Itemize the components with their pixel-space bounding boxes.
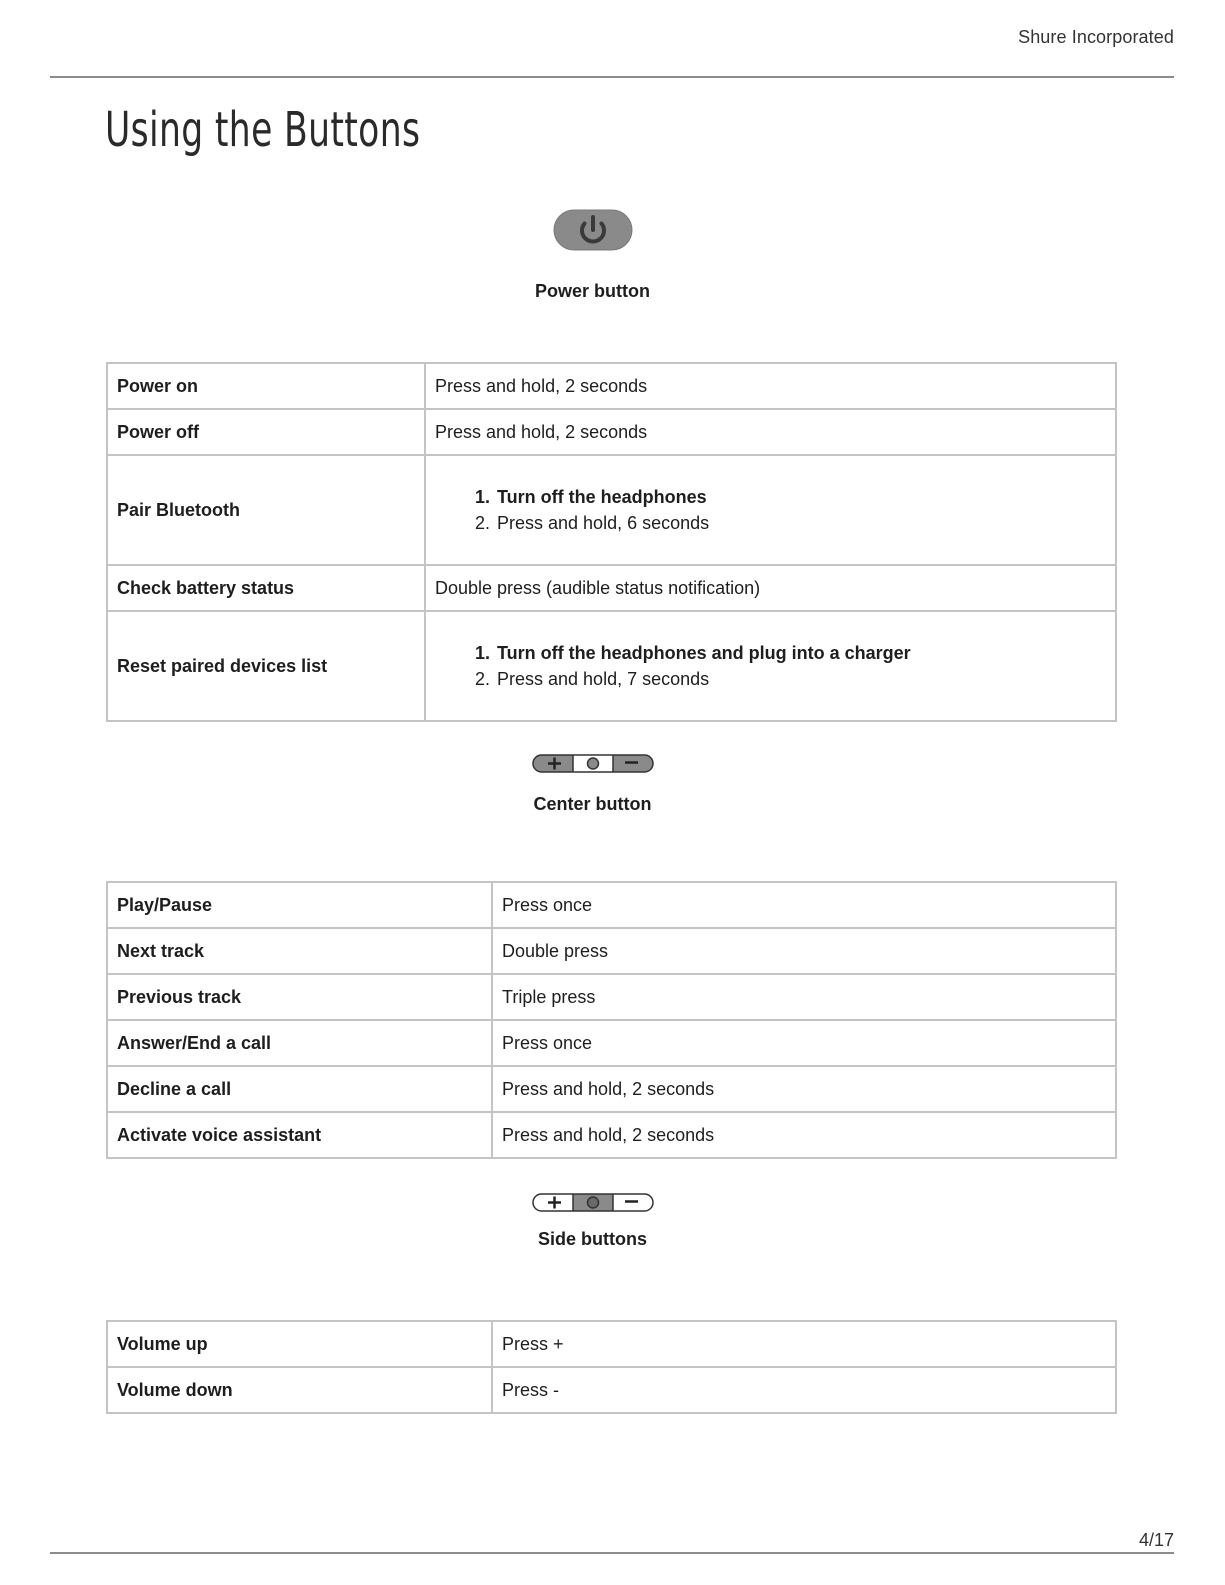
action-text: Press and hold, 2 seconds: [492, 1066, 1116, 1112]
page-number: 4/17: [1138, 1530, 1174, 1550]
center-button-table: [106, 881, 1117, 1159]
table-row: [107, 363, 1116, 409]
side-buttons-icon: [532, 1193, 654, 1212]
power-button-icon: [553, 209, 633, 251]
company-name: Shure Incorporated: [1018, 27, 1174, 47]
step-item: 1. Turn off the headphones: [495, 484, 1106, 510]
action-text: Triple press: [492, 974, 1116, 1020]
table-row: [107, 882, 1116, 928]
function-label: Previous track: [107, 974, 492, 1020]
center-button-icon: [532, 754, 654, 773]
power-button-table: [106, 362, 1117, 722]
step-item: 2. Press and hold, 6 seconds: [495, 510, 1106, 536]
power-button-caption: Power button: [535, 281, 650, 301]
action-text: Double press: [492, 928, 1116, 974]
center-button-figure: [0, 754, 1185, 773]
power-button-figure: [0, 209, 1185, 251]
action-steps: [425, 455, 1116, 565]
function-label: Power off: [107, 409, 425, 455]
action-text: Press and hold, 2 seconds: [425, 409, 1116, 455]
action-text: Press +: [492, 1321, 1116, 1367]
table-row: [107, 1367, 1116, 1413]
step-item: 2. Press and hold, 7 seconds: [495, 666, 1106, 692]
function-label: Next track: [107, 928, 492, 974]
function-label: Play/Pause: [107, 882, 492, 928]
table-row: [107, 611, 1116, 721]
function-label: Pair Bluetooth: [107, 455, 425, 565]
table-row: [107, 1066, 1116, 1112]
function-label: Decline a call: [107, 1066, 492, 1112]
table-row: [107, 1321, 1116, 1367]
function-label: Activate voice assistant: [107, 1112, 492, 1158]
table-row: [107, 1112, 1116, 1158]
function-label: Reset paired devices list: [107, 611, 425, 721]
footer-rule: [50, 1552, 1174, 1554]
side-buttons-caption: Side buttons: [538, 1229, 647, 1249]
action-text: Press -: [492, 1367, 1116, 1413]
table-row: [107, 928, 1116, 974]
table-row: [107, 1020, 1116, 1066]
function-label: Volume up: [107, 1321, 492, 1367]
function-label: Volume down: [107, 1367, 492, 1413]
action-text: Press and hold, 2 seconds: [425, 363, 1116, 409]
step-item: 1. Turn off the headphones and plug into a charger: [495, 640, 1106, 666]
table-row: [107, 409, 1116, 455]
table-row: [107, 455, 1116, 565]
action-text: Double press (audible status notification): [425, 565, 1116, 611]
side-buttons-figure: [0, 1193, 1185, 1212]
function-label: Check battery status: [107, 565, 425, 611]
function-label: Answer/End a call: [107, 1020, 492, 1066]
center-button-caption: Center button: [533, 794, 652, 814]
table-row: [107, 974, 1116, 1020]
side-buttons-table: [106, 1320, 1117, 1414]
page-title: Using the Buttons: [105, 102, 421, 158]
action-text: Press once: [492, 882, 1116, 928]
action-steps: [425, 611, 1116, 721]
action-text: Press once: [492, 1020, 1116, 1066]
action-text: Press and hold, 2 seconds: [492, 1112, 1116, 1158]
function-label: Power on: [107, 363, 425, 409]
table-row: [107, 565, 1116, 611]
header-rule: [50, 76, 1174, 78]
